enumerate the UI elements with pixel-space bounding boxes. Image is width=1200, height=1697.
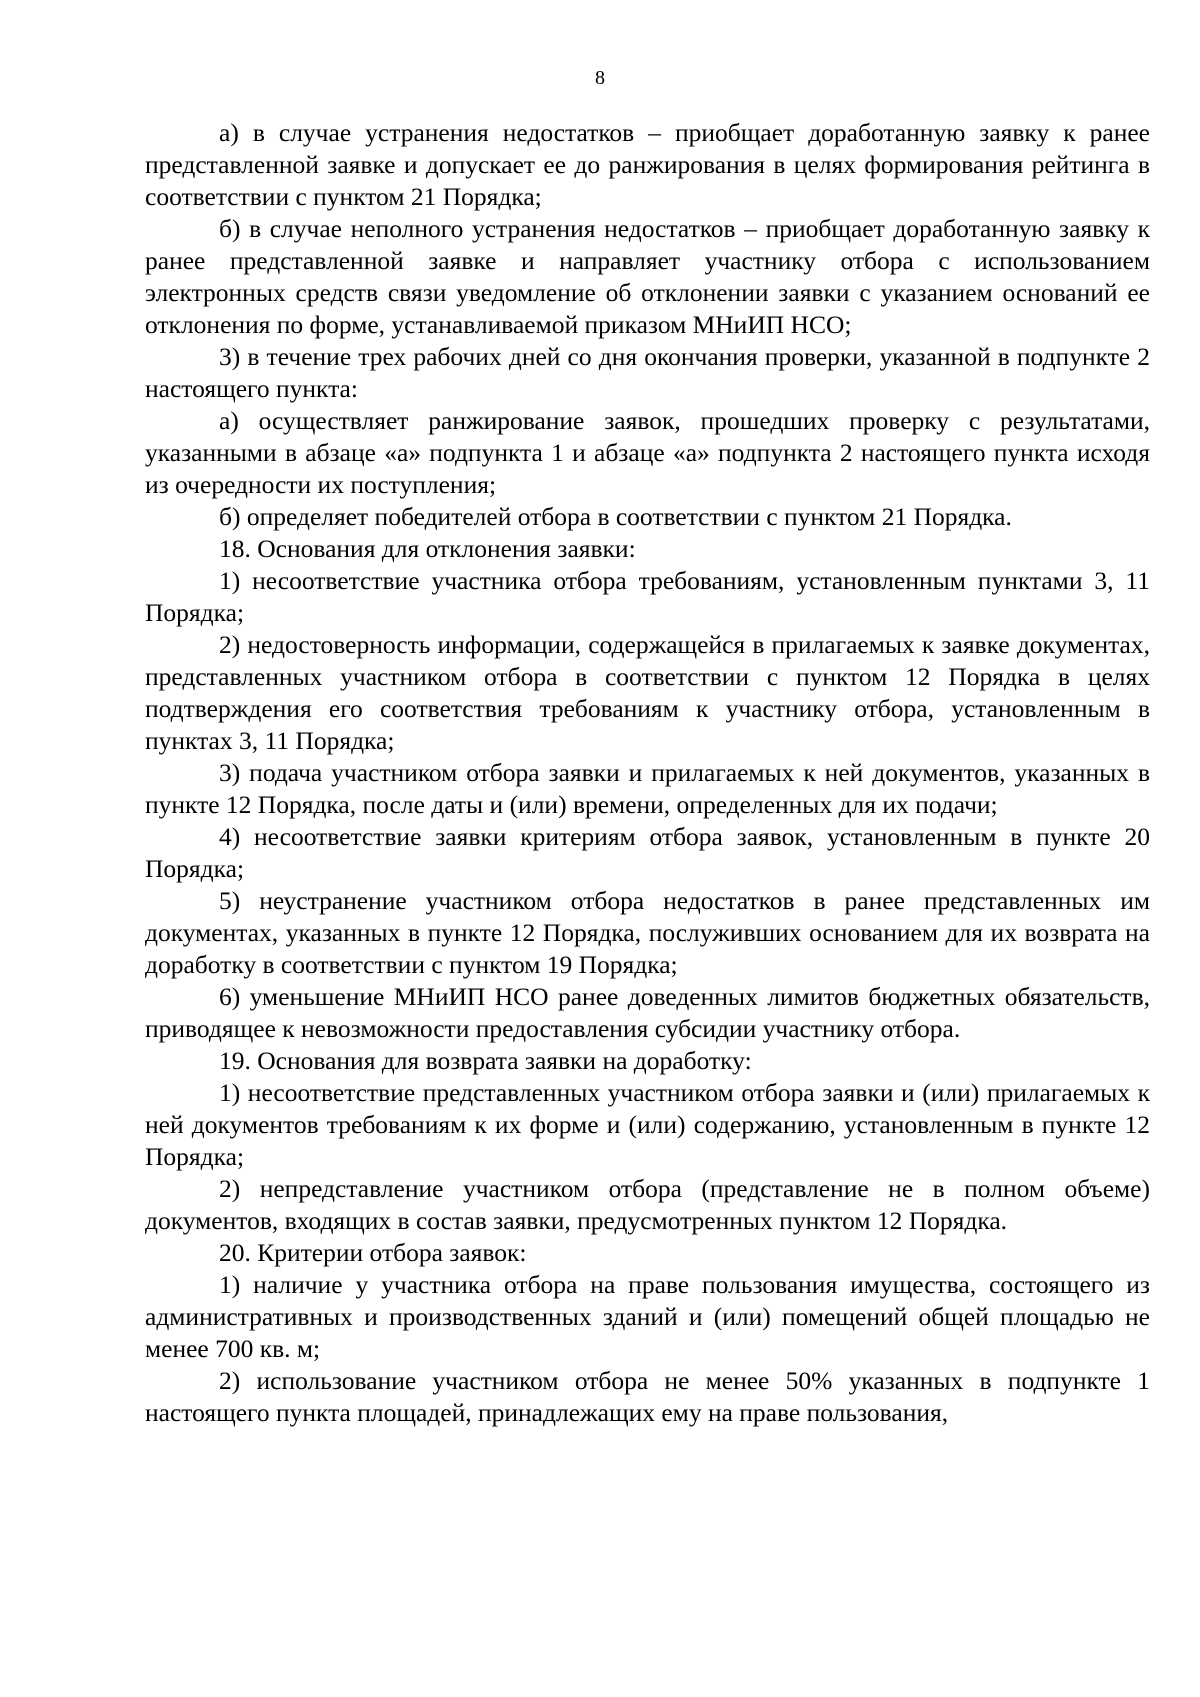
- section-19-heading: 19. Основания для возврата заявки на доработку:: [219, 1046, 752, 1075]
- paragraph-18-1: 1) несоответствие участника отбора требованиям, установленным пунктами 3, 11 Порядка;: [145, 566, 1150, 627]
- page-number: 8: [595, 67, 605, 89]
- document-body: [145, 117, 1150, 1429]
- paragraph-18-4: 4) несоответствие заявки критериям отбора заявок, установленным в пункте 20 Порядка;: [145, 822, 1150, 883]
- paragraph-19-2: 2) непредставление участником отбора (представление не в полном объеме) документов, входящих в состав заявки, предусмотренных пунктом 12 Порядка.: [145, 1174, 1150, 1235]
- paragraph-18-3: 3) подача участником отбора заявки и прилагаемых к ней документов, указанных в пункте 12 Порядка, после даты и (или) времени, определенных для их подачи;: [145, 758, 1150, 819]
- paragraph-17-2-a: а) в случае устранения недостатков – приобщает доработанную заявку к ранее представленной заявке и допускает ее до ранжирования в целях формирования рейтинга в соответствии с пунктом 21 Порядка;: [145, 118, 1150, 211]
- section-18-heading: 18. Основания для отклонения заявки:: [219, 534, 636, 563]
- paragraph-18-2: 2) недостоверность информации, содержащейся в прилагаемых к заявке документах, представленных участником отбора в соответствии с пунктом 12 Порядка в целях подтверждения его соответствия требованиям к участнику отбора, установленным в пунктах 3, 11 Порядка;: [145, 630, 1150, 755]
- paragraph-17-3-a: а) осуществляет ранжирование заявок, прошедших проверку с результатами, указанными в абзаце «а» подпункта 1 и абзаце «а» подпункта 2 настоящего пункта исходя из очередности их поступления;: [145, 406, 1150, 499]
- paragraph-19-1: 1) несоответствие представленных участником отбора заявки и (или) прилагаемых к ней документов требованиям к их форме и (или) содержанию, установленным в пункте 12 Порядка;: [145, 1078, 1150, 1171]
- paragraph-17-3-b: б) определяет победителей отбора в соответствии с пунктом 21 Порядка.: [219, 502, 1012, 531]
- paragraph-20-1: 1) наличие у участника отбора на праве пользования имущества, состоящего из административных и производственных зданий и (или) помещений общей площадью не менее 700 кв. м;: [145, 1270, 1150, 1363]
- paragraph-20-2: 2) использование участником отбора не менее 50% указанных в подпункте 1 настоящего пункта площадей, принадлежащих ему на праве пользования,: [145, 1366, 1150, 1427]
- paragraph-18-6: 6) уменьшение МНиИП НСО ранее доведенных лимитов бюджетных обязательств, приводящее к невозможности предоставления субсидии участнику отбора.: [145, 982, 1150, 1043]
- paragraph-18-5: 5) неустранение участником отбора недостатков в ранее представленных им документах, указанных в пункте 12 Порядка, послуживших основанием для их возврата на доработку в соответствии с пунктом 19 Порядка;: [145, 886, 1150, 979]
- paragraph-17-2-b: б) в случае неполного устранения недостатков – приобщает доработанную заявку к ранее представленной заявке и направляет участнику отбора с использованием электронных средств связи уведомление об отклонении заявки с указанием оснований ее отклонения по форме, устанавливаемой приказом МНиИП НСО;: [145, 214, 1150, 339]
- section-20-heading: 20. Критерии отбора заявок:: [219, 1238, 527, 1267]
- paragraph-17-3: 3) в течение трех рабочих дней со дня окончания проверки, указанной в подпункте 2 настоящего пункта:: [145, 342, 1150, 403]
